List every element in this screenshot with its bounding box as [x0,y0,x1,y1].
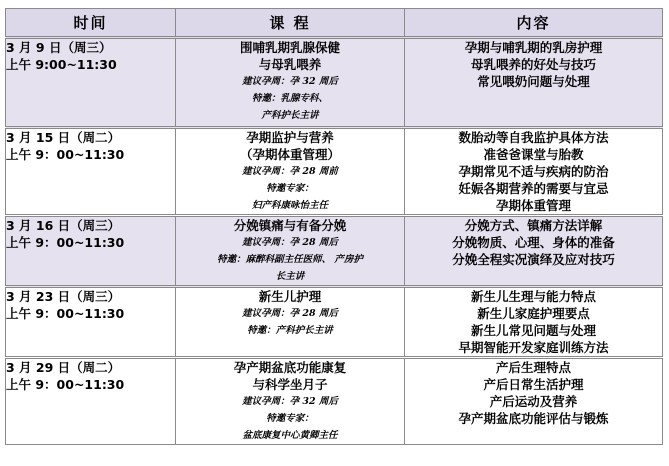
content-line: 常见喂奶问题与处理 [477,74,590,89]
table-header-row [6,9,663,38]
header-content: 内容 [405,9,663,38]
course-title-line: 孕产期盆底功能康复 [233,360,347,375]
course-note-line: 建议孕周：孕 32 周后 [242,396,338,407]
course-title-line: （孕期体重管理） [239,147,340,162]
content-line: 孕期与哺乳期的乳房护理 [464,40,603,55]
content-line: 准爸爸课堂与胎教 [483,147,584,162]
content-cell [405,216,663,287]
course-title-line: 围哺乳期乳腺保健 [239,40,340,55]
course-note-line: 长主讲 [275,271,305,282]
time-cell [6,358,176,445]
course-cell [176,128,405,216]
content-cell [405,128,663,216]
course-note-line: 建议孕周：孕 28 周后 [242,237,338,248]
content-cell [405,358,663,445]
table-row [6,287,663,358]
content-line: 新生儿生理与能力特点 [470,289,596,304]
time-cell [6,38,176,128]
date-text: 3 月 23 日（周三） [6,289,121,304]
content-line: 新生儿常见问题与处理 [470,323,596,338]
course-cell [176,287,405,358]
course-title-line: 新生儿护理 [258,289,322,304]
date-text: 3 月 9 日（周三） [6,40,112,55]
course-note-line: 盆底康复中心黄卿主任 [242,430,338,441]
course-title-line: 分娩镇痛与有备分娩 [233,218,347,233]
course-note-line: 特邀：乳腺专科、 [251,93,328,104]
time-text: 上午 9:00~11:30 [6,57,117,72]
course-note-line: 特邀：产科护长主讲 [247,325,333,336]
time-cell [6,287,176,358]
course-note-line: 建议孕周：孕 28 周前 [242,166,338,177]
content-line: 产后生理特点 [495,360,571,375]
time-cell [6,128,176,216]
table-row [6,128,663,216]
content-line: 孕期常见不适与疾病的防治 [458,164,609,179]
content-line: 妊娠各期营养的需要与宜忌 [458,181,609,196]
course-note-line: 建议孕周：孕 28 周后 [242,308,338,319]
table-row [6,358,663,445]
content-line: 母乳喂养的好处与技巧 [470,57,596,72]
course-title-line: 孕期监护与营养 [246,130,334,145]
course-cell [176,38,405,128]
table-row [6,216,663,287]
course-cell [176,358,405,445]
course-title-line: 与母乳喂养 [258,57,322,72]
course-schedule-table [5,8,663,445]
content-line: 分娩物质、心理、身体的准备 [452,235,615,250]
time-text: 上午 9：00~11:30 [6,377,125,392]
content-line: 产后日常生活护理 [483,377,584,392]
content-line: 新生儿家庭护理要点 [477,306,590,321]
table-row [6,38,663,128]
course-note-line: 妇产科康咏怡主任 [251,200,328,211]
course-cell [176,216,405,287]
course-note-line: 产科护长主讲 [261,110,319,121]
date-text: 3 月 15 日（周二） [6,130,121,145]
content-cell [405,38,663,128]
course-note-line: 特邀专家： [266,413,314,424]
time-text: 上午 9：00~11:30 [6,235,125,250]
content-line: 产后运动及营养 [489,394,578,409]
course-note-line: 特邀专家： [266,183,314,194]
course-title-line: 与科学坐月子 [252,377,328,392]
time-text: 上午 9：00~11:30 [6,147,125,162]
content-line: 分娩方式、镇痛方法详解 [464,218,603,233]
time-cell [6,216,176,287]
content-line: 分娩全程实况演绎及应对技巧 [452,252,615,267]
content-cell [405,287,663,358]
course-note-line: 建议孕周：孕 32 周后 [242,76,338,87]
content-line: 孕产期盆底功能评估与锻炼 [458,411,609,426]
content-line: 早期智能开发家庭训练方法 [458,340,609,355]
header-course: 课 程 [176,9,405,38]
date-text: 3 月 16 日（周三） [6,218,121,233]
content-line: 孕期体重管理 [495,198,571,213]
content-line: 数胎动等自我监护具体方法 [458,130,609,145]
date-text: 3 月 29 日（周二） [6,360,121,375]
course-note-line: 特邀：麻醉科副主任医师、 产房护 [217,254,363,265]
header-time: 时间 [6,9,176,38]
time-text: 上午 9：00~11:30 [6,306,125,321]
